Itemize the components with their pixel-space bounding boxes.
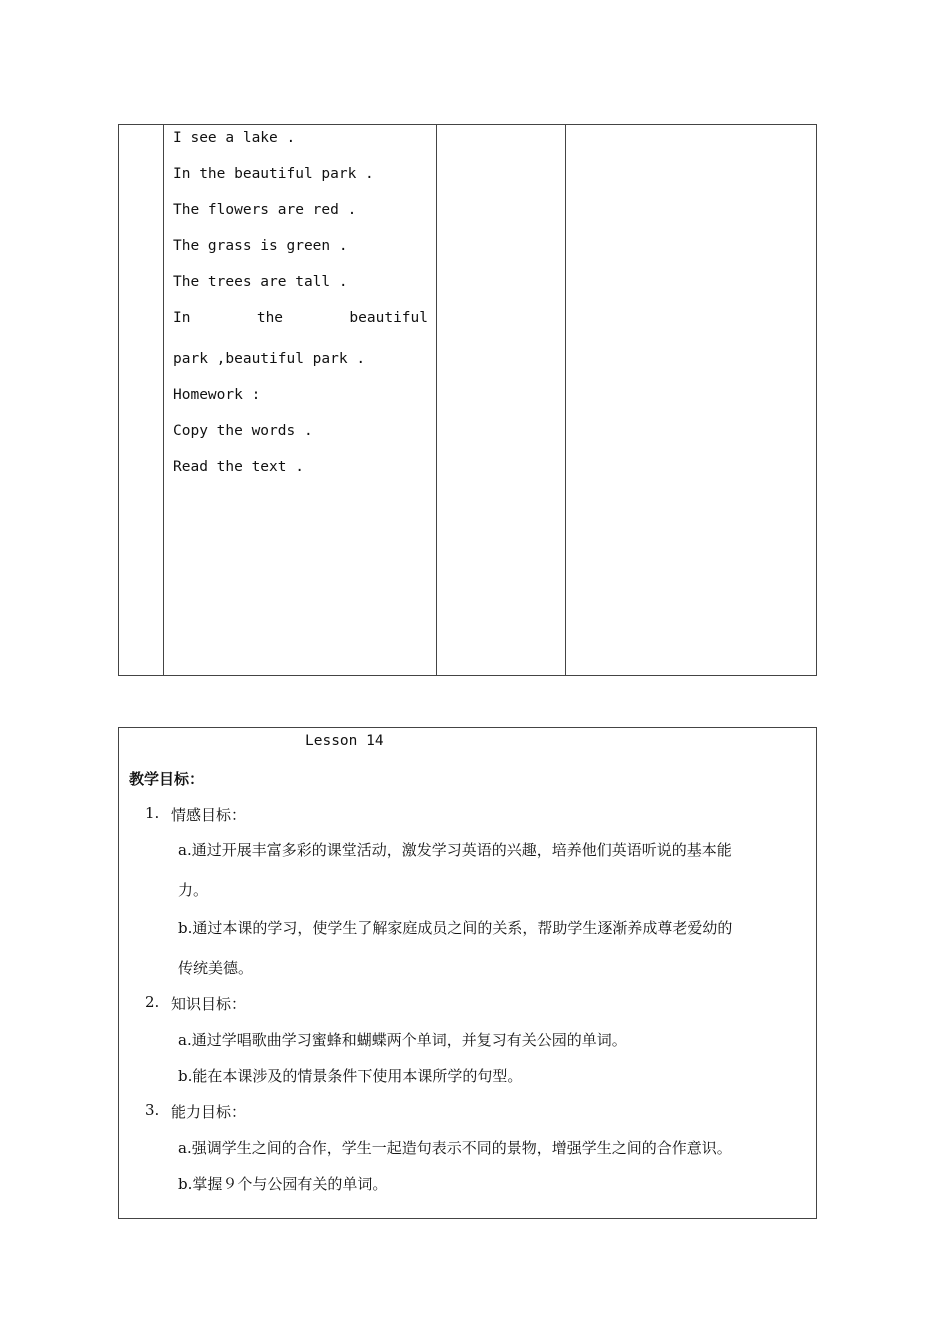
objective-item-continued: 传统美德。	[178, 959, 254, 977]
objective-item-continued: 力。	[178, 881, 209, 899]
justified-text-line	[173, 310, 428, 326]
column-divider	[565, 125, 566, 675]
objective-item: b.通过本课的学习，使学生了解家庭成员之间的关系，帮助学生逐渐养成尊老爱幼的	[178, 919, 733, 937]
section-number: 3.	[145, 1101, 160, 1119]
objective-item: b.掌握９个与公园有关的单词。	[178, 1175, 388, 1193]
section-number: 2.	[145, 993, 160, 1011]
text-line: The flowers are red .	[173, 202, 357, 218]
objective-item: b.能在本课涉及的情景条件下使用本课所学的句型。	[178, 1067, 523, 1085]
word: the	[256, 310, 284, 326]
lesson-plan-table-continued	[118, 124, 817, 676]
text-line: The trees are tall .	[173, 274, 348, 290]
lesson-objectives-box	[118, 727, 817, 1219]
homework-item: Read the text .	[173, 459, 304, 475]
word: beautiful	[349, 310, 428, 326]
text-line: In the beautiful park .	[173, 166, 374, 182]
section-title: 情感目标：	[171, 806, 247, 824]
text-line: The grass is green .	[173, 238, 348, 254]
objective-item: a.强调学生之间的合作，学生一起造句表示不同的景物，增强学生之间的合作意识。	[178, 1139, 732, 1157]
section-title: 能力目标：	[171, 1103, 247, 1121]
objective-item: a.通过开展丰富多彩的课堂活动，激发学习英语的兴趣，培养他们英语听说的基本能	[178, 841, 732, 859]
objectives-heading: 教学目标：	[129, 770, 205, 788]
text-line: park ,beautiful park .	[173, 351, 366, 367]
word: In	[173, 310, 191, 326]
lesson-title: Lesson 14	[305, 733, 384, 749]
homework-heading: Homework :	[173, 387, 261, 403]
column-divider	[163, 125, 164, 675]
text-line: I see a lake .	[173, 130, 296, 146]
objective-item: a.通过学唱歌曲学习蜜蜂和蝴蝶两个单词，并复习有关公园的单词。	[178, 1031, 627, 1049]
homework-item: Copy the words .	[173, 423, 313, 439]
section-number: 1.	[145, 804, 160, 822]
section-title: 知识目标：	[171, 995, 247, 1013]
column-divider	[436, 125, 437, 675]
